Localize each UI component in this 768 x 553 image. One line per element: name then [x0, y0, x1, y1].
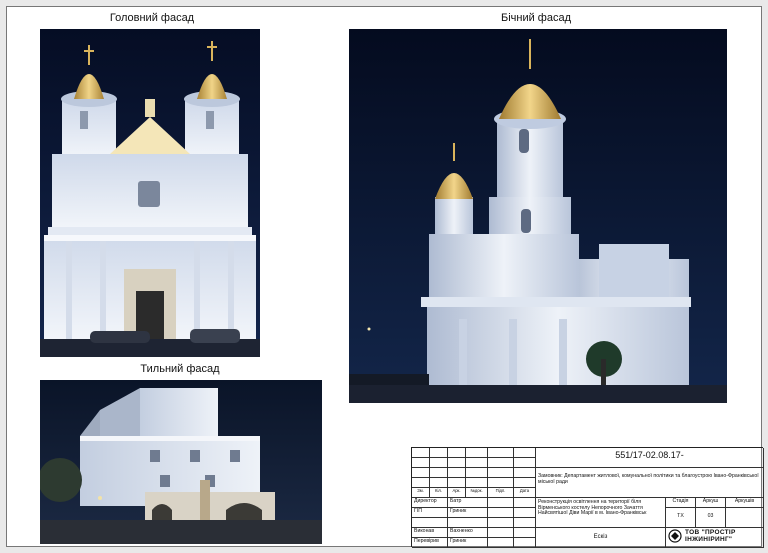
rear-facade-photo — [40, 380, 322, 544]
role-chief-engineer: ГІП — [412, 508, 448, 518]
role-designer: Виконав — [412, 528, 448, 538]
drawing-sheet — [6, 6, 762, 547]
rev-header-1: Зм. — [412, 488, 430, 498]
title-block — [411, 447, 763, 547]
stage-value: ТХ — [666, 508, 696, 528]
company-logo-icon — [668, 529, 682, 543]
main-facade-photo — [40, 29, 260, 357]
role-chief-engineer-name: Гриник — [448, 508, 488, 518]
role-director: Директор — [412, 498, 448, 508]
caption-main-facade: Головний фасад — [109, 12, 195, 24]
client-text: Замовник: Департамент житлової, комунальної політики та благоустрою Івано-Франківської міської ради — [536, 468, 764, 498]
rev-header-4: №док. — [466, 488, 488, 498]
sheet-label: Аркуш — [696, 498, 726, 508]
rev-header-3: Арк. — [448, 488, 466, 498]
rev-header-2: Кіл. — [430, 488, 448, 498]
document-code: 551/17-02.08.17- — [536, 448, 764, 468]
sheets-value — [726, 508, 764, 528]
role-director-name: Батр — [448, 498, 488, 508]
caption-side-facade: Бічний фасад — [500, 12, 572, 24]
company-name-line2: ІНЖИНІРИНГ" — [685, 536, 733, 544]
sheets-label: Аркушів — [726, 498, 764, 508]
role-checker-name: Гриник — [448, 538, 488, 548]
company-block — [666, 528, 764, 548]
rev-header-5: Підп. — [488, 488, 514, 498]
side-facade-photo — [349, 29, 727, 403]
sheet-title: Ескіз — [536, 528, 666, 548]
rev-header-6: Дата — [514, 488, 536, 498]
stage-label: Стадія — [666, 498, 696, 508]
sheet-value: 03 — [696, 508, 726, 528]
project-text: Реконструкція освітлення на території біля Вірменського костелу Непорочного Зачаття Найсвятішої Діви Марії в м. Івано-Франківськ — [536, 498, 666, 528]
role-designer-name: Вахненко — [448, 528, 488, 538]
caption-rear-facade: Тильний фасад — [140, 363, 220, 375]
company-name-line1: ТОВ "ПРОСТІР — [685, 529, 736, 536]
role-checker: Перевірив — [412, 538, 448, 548]
